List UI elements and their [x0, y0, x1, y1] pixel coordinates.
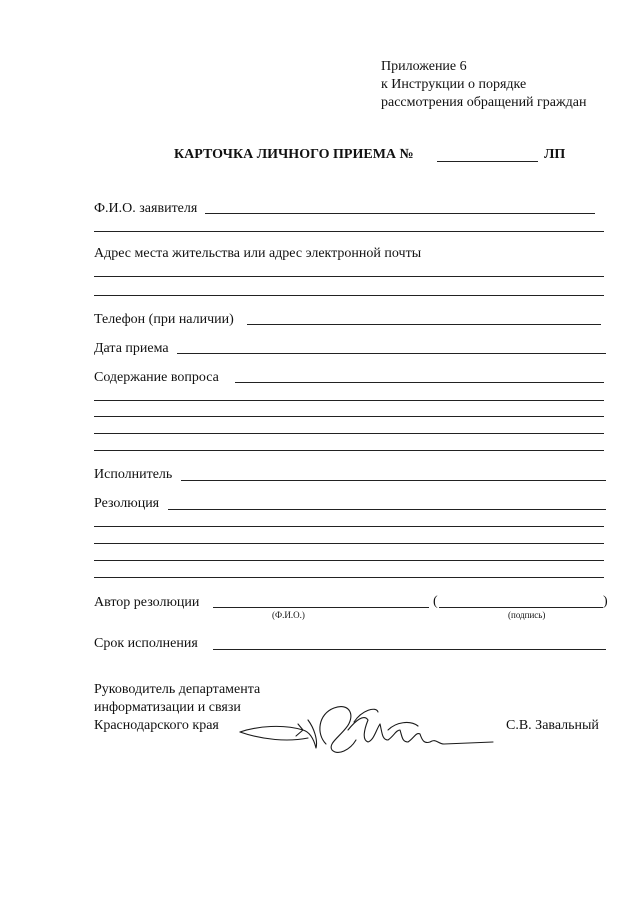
- executor-label: Исполнитель: [94, 467, 173, 482]
- question-content-line-0: [235, 382, 604, 383]
- signatory-position-line-2: информатизации и связи: [94, 700, 241, 715]
- resolution-line-0: [168, 509, 606, 510]
- question-content-label: Содержание вопроса: [94, 370, 219, 385]
- deadline-line: [213, 649, 606, 650]
- signature-hint: (подпись): [508, 610, 546, 620]
- card-number-line: [437, 161, 538, 162]
- phone-label: Телефон (при наличии): [94, 312, 234, 327]
- applicant-name-line-2: [94, 231, 604, 232]
- address-line-2: [94, 295, 604, 296]
- appendix-line-2: к Инструкции о порядке: [381, 77, 527, 92]
- address-line-1: [94, 276, 604, 277]
- question-content-line-1: [94, 400, 604, 401]
- resolution-line-1: [94, 526, 604, 527]
- applicant-name-line: [205, 213, 595, 214]
- phone-line: [247, 324, 601, 325]
- close-paren: ): [603, 594, 608, 609]
- executor-line: [181, 480, 606, 481]
- open-paren: (: [433, 594, 438, 609]
- resolution-author-signature-line: [439, 607, 603, 608]
- resolution-line-3: [94, 560, 604, 561]
- signatory-name: С.В. Завальный: [506, 718, 599, 733]
- card-title-prefix: КАРТОЧКА ЛИЧНОГО ПРИЕМА №: [174, 147, 414, 162]
- resolution-label: Резолюция: [94, 496, 160, 511]
- reception-date-line: [177, 353, 606, 354]
- signatory-position-line-3: Краснодарского края: [94, 718, 219, 733]
- handwritten-signature: [238, 700, 498, 760]
- question-content-line-3: [94, 433, 604, 434]
- appendix-line-1: Приложение 6: [381, 59, 467, 74]
- card-title-suffix: ЛП: [544, 147, 566, 162]
- signatory-position-line-1: Руководитель департамента: [94, 682, 261, 697]
- appendix-line-3: рассмотрения обращений граждан: [381, 95, 587, 110]
- fio-hint: (Ф.И.О.): [272, 610, 305, 620]
- deadline-label: Срок исполнения: [94, 636, 198, 651]
- reception-date-label: Дата приема: [94, 341, 169, 356]
- question-content-line-4: [94, 450, 604, 451]
- resolution-author-label: Автор резолюции: [94, 595, 200, 610]
- resolution-line-4: [94, 577, 604, 578]
- address-label: Адрес места жительства или адрес электронной почты: [94, 246, 422, 261]
- applicant-name-label: Ф.И.О. заявителя: [94, 201, 198, 216]
- question-content-line-2: [94, 416, 604, 417]
- resolution-line-2: [94, 543, 604, 544]
- resolution-author-fio-line: [213, 607, 429, 608]
